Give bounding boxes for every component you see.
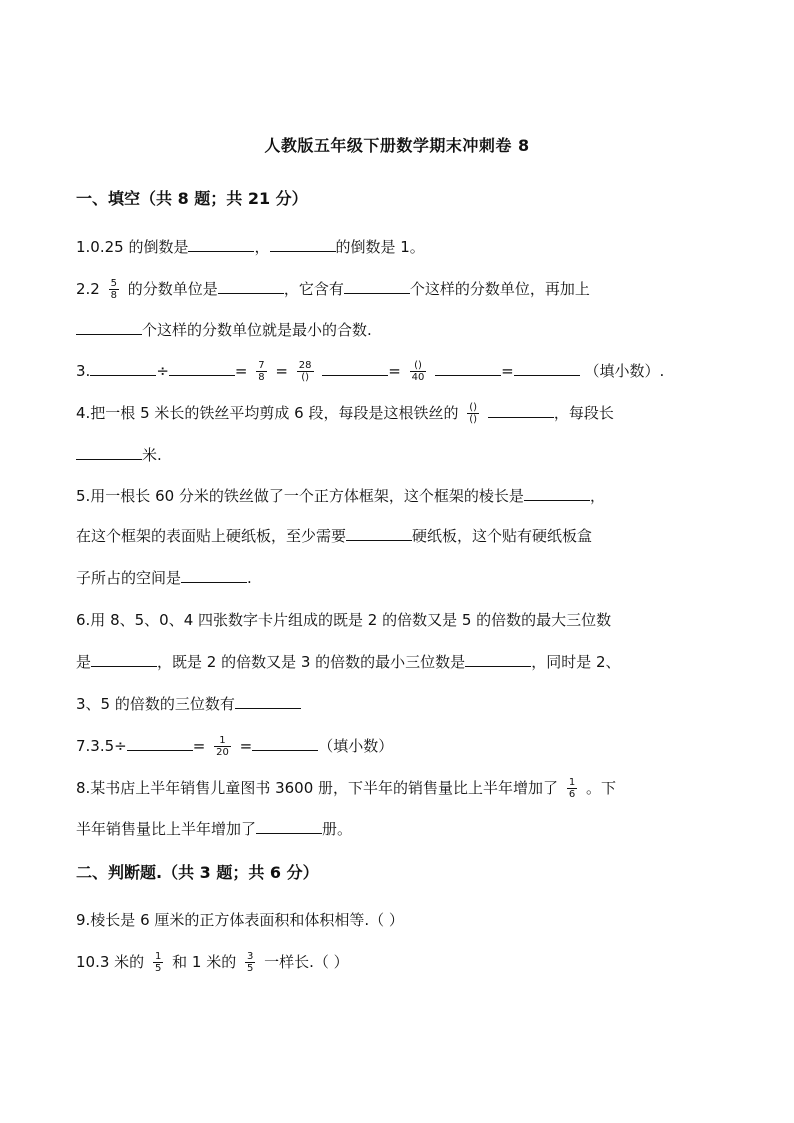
question-6-cont: 是 ，既是 2 的倍数又是 3 的倍数的最小三位数是 ，同时是 2、 — [76, 653, 621, 671]
answer-blank[interactable] — [252, 736, 318, 751]
fraction: $\frac{3}{5}$ — [246, 951, 254, 974]
question-7: 7.3.5÷ = $\frac{1}{20}$ = （填小数） — [76, 735, 394, 758]
question-2-cont: 个这样的分数单位就是最小的合数. — [76, 320, 372, 340]
answer-blank[interactable] — [188, 237, 254, 252]
section-fill-blank: 一、填空（共 8 题；共 21 分） — [76, 189, 308, 208]
question-9: 9.棱长是 6 厘米的正方体表面积和体积相等.（ ） — [76, 911, 404, 929]
answer-blank[interactable] — [346, 526, 412, 541]
fraction: $\frac{28}{()}$ — [298, 360, 312, 383]
question-8: 8.某书店上半年销售儿童图书 3600 册，下半年的销售量比上半年增加了 $\frac{1}{6}$ 。下 — [76, 777, 616, 800]
answer-blank[interactable] — [514, 361, 580, 376]
question-4-cont: 米. — [76, 445, 162, 465]
answer-blank[interactable] — [91, 652, 157, 667]
answer-blank[interactable] — [270, 237, 336, 252]
answer-blank[interactable] — [256, 819, 322, 834]
answer-blank[interactable] — [127, 736, 193, 751]
question-4: 4.把一根 5 米长的铁丝平均剪成 6 段，每段是这根铁丝的 $\frac{()}{()}$ ，每段长 — [76, 402, 614, 425]
question-6: 6.用 8、5、0、4 四张数字卡片组成的既是 2 的倍数又是 5 的倍数的最大三位数 — [76, 611, 612, 629]
question-3: 3. ÷ = $\frac{7}{8}$ = $\frac{28}{()}$ = $\frac{()}{40}$ = （填小数）. — [76, 360, 665, 383]
section-judge: 二、判断题.（共 3 题；共 6 分） — [76, 863, 319, 882]
fraction: $\frac{1}{20}$ — [216, 735, 229, 758]
answer-blank[interactable] — [169, 361, 235, 376]
fraction: $\frac{()}{40}$ — [411, 360, 425, 383]
question-5-cont: 在这个框架的表面贴上硬纸板，至少需要 硬纸板，这个贴有硬纸板盒 — [76, 527, 593, 545]
answer-blank[interactable] — [465, 652, 531, 667]
answer-blank[interactable] — [90, 361, 156, 376]
question-8-cont: 半年销售量比上半年增加了 册。 — [76, 820, 353, 838]
fraction: $\frac{5}{8}$ — [110, 278, 118, 301]
question-6-cont2: 3、5 的倍数的三位数有 — [76, 694, 301, 714]
page-title: 人教版五年级下册数学期末冲刺卷 8 — [264, 136, 530, 155]
answer-blank[interactable] — [488, 403, 554, 418]
answer-blank[interactable] — [181, 568, 247, 583]
answer-blank[interactable] — [76, 320, 142, 335]
question-5-cont2: 子所占的空间是 . — [76, 569, 252, 587]
answer-blank[interactable] — [322, 361, 388, 376]
fraction: $\frac{7}{8}$ — [258, 360, 265, 383]
answer-blank[interactable] — [235, 694, 301, 709]
question-5: 5.用一根长 60 分米的铁丝做了一个正方体框架，这个框架的棱长是 ， — [76, 487, 605, 505]
question-10: 10.3 米的 $\frac{1}{5}$ 和 1 米的 $\frac{3}{5}$ 一样长.（ ） — [76, 951, 349, 974]
answer-blank[interactable] — [76, 445, 142, 460]
question-2: 2.2 $\frac{5}{8}$ 的分数单位是 ，它含有 个这样的分数单位，再加上 — [76, 278, 590, 301]
answer-blank[interactable] — [344, 279, 410, 294]
answer-blank[interactable] — [218, 279, 284, 294]
fraction: $\frac{()}{()}$ — [469, 402, 478, 425]
fraction: $\frac{1}{6}$ — [568, 777, 576, 800]
answer-blank[interactable] — [524, 486, 590, 501]
fraction: $\frac{1}{5}$ — [154, 951, 162, 974]
question-1: 1.0.25 的倒数是 ， 的倒数是 1。 — [76, 238, 425, 256]
answer-blank[interactable] — [435, 361, 501, 376]
